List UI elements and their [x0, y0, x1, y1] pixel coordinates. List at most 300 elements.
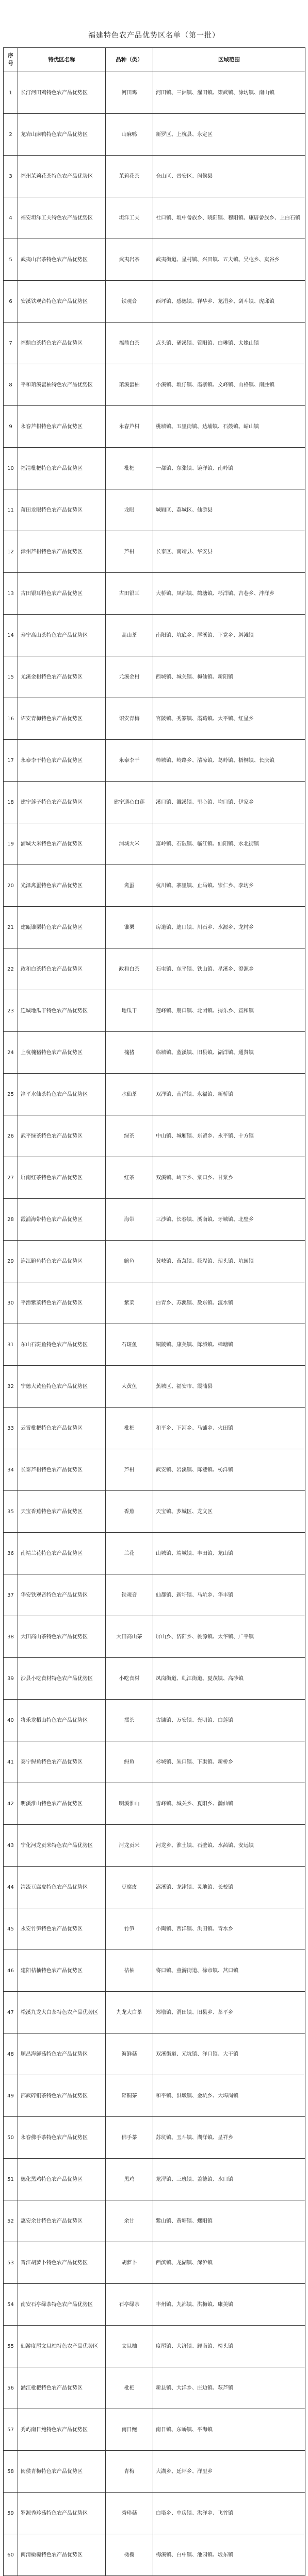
table-row [4, 990, 305, 1032]
table-row [4, 197, 305, 239]
row-zone-name: 东山石斑鱼特色农产品优势区 [18, 1324, 106, 1366]
row-variety: 大田高山茶 [106, 1616, 153, 1658]
row-area-range: 西城镇、城关镇、梅仙镇、新阳镇 [153, 656, 305, 698]
row-variety: 小吃食材 [106, 1658, 153, 1700]
row-number: 25 [4, 1074, 18, 1115]
row-zone-name: 政和白茶特色农产品优势区 [18, 948, 106, 990]
table-row [4, 1783, 305, 1825]
row-area-range: 梅溪镇、白中镇、池园镇、坂东镇 [153, 2534, 305, 2576]
table-row [4, 1449, 305, 1491]
row-zone-name: 古田银耳特色农产品优势区 [18, 573, 106, 615]
row-zone-name: 永泰李干特色农产品优势区 [18, 740, 106, 782]
row-area-range: 社口镇、坂中畲族乡、晓阳镇、穆阳镇、康厝畲族乡、上白石镇 [153, 197, 305, 239]
table-row [4, 1032, 305, 1074]
row-variety: 文旦柚 [106, 2326, 153, 2367]
table-row [4, 1658, 305, 1700]
table-row [4, 531, 305, 573]
row-zone-name: 上杭槐猪特色农产品优势区 [18, 1032, 106, 1074]
row-zone-name: 长汀河田鸡特色农产品优势区 [18, 72, 106, 114]
row-area-range: 新县镇、大洋乡、庄边镇、萩芦镇 [153, 2367, 305, 2409]
table-row [4, 573, 305, 615]
row-number: 39 [4, 1658, 18, 1700]
row-zone-name: 漳州芦柑特色农产品优势区 [18, 531, 106, 573]
row-zone-name: 松溪九龙大白茶特色农产品优势区 [18, 1992, 106, 2033]
table-row [4, 1157, 305, 1199]
row-number: 23 [4, 990, 18, 1032]
row-zone-name: 福安坦洋工夫特色农产品优势区 [18, 197, 106, 239]
table-row [4, 1241, 305, 1282]
row-number: 1 [4, 72, 18, 114]
row-zone-name: 永安竹笋特色农产品优势区 [18, 1908, 106, 1950]
row-variety: 铁观音 [106, 1574, 153, 1616]
row-number: 10 [4, 448, 18, 489]
row-number: 55 [4, 2326, 18, 2367]
row-zone-name: 天宝香蕉特色农产品优势区 [18, 1491, 106, 1533]
table-row [4, 2367, 305, 2409]
table-row [4, 2326, 305, 2367]
row-variety: 建宁通心白莲 [106, 782, 153, 823]
row-variety: 地瓜干 [106, 990, 153, 1032]
table-row [4, 823, 305, 865]
table-row [4, 489, 305, 531]
row-variety: 黑鸡 [106, 2159, 153, 2200]
row-variety: 诏安青梅 [106, 698, 153, 740]
row-number: 37 [4, 1574, 18, 1616]
row-variety: 永春芦柑 [106, 406, 153, 448]
row-number: 36 [4, 1533, 18, 1574]
table-row [4, 2242, 305, 2284]
table-header-row [4, 48, 305, 72]
row-number: 58 [4, 2451, 18, 2493]
row-variety: 明溪淮山 [106, 1783, 153, 1825]
row-zone-name: 平和琯溪蜜柚特色农产品优势区 [18, 364, 106, 406]
row-variety: 绿茶 [106, 1115, 153, 1157]
row-area-range: 度尾镇、大济镇、鲤南镇、榜头镇 [153, 2326, 305, 2367]
row-variety: 九龙大白茶 [106, 1992, 153, 2033]
row-zone-name: 南靖兰花特色农产品优势区 [18, 1533, 106, 1574]
row-zone-name: 晋江胡萝卜特色农产品优势区 [18, 2242, 106, 2284]
row-zone-name: 仙游度尾文旦柚特色农产品优势区 [18, 2326, 106, 2367]
row-number: 21 [4, 907, 18, 948]
row-zone-name: 光泽禽蛋特色农产品优势区 [18, 865, 106, 907]
row-area-range: 小陶镇、西洋镇、洪田镇、青水乡 [153, 1908, 305, 1950]
table-row [4, 72, 305, 114]
row-area-range: 桃城镇、五里街镇、达埔镇、石鼓镇、岵山镇 [153, 406, 305, 448]
row-variety: 石亭绿茶 [106, 2284, 153, 2326]
row-variety: 红茶 [106, 1157, 153, 1199]
header-no: 序号 [4, 48, 18, 72]
row-number: 57 [4, 2409, 18, 2451]
row-number: 60 [4, 2534, 18, 2576]
row-area-range: 黄岐镇、苔菉镇、筱埕镇、琯头镇、坑园镇 [153, 1241, 305, 1282]
row-zone-name: 建宁莲子特色农产品优势区 [18, 782, 106, 823]
row-zone-name: 惠安余甘特色农产品优势区 [18, 2200, 106, 2242]
row-zone-name: 福州茉莉花茶特色农产品优势区 [18, 156, 106, 197]
row-number: 50 [4, 2117, 18, 2159]
row-area-range: 紫山镇、黄塘镇、螺阳镇 [153, 2200, 305, 2242]
row-area-range: 大桥镇、凤都镇、鹤塘镇、杉洋镇、吉巷乡、泮洋乡 [153, 573, 305, 615]
row-number: 27 [4, 1157, 18, 1199]
row-number: 30 [4, 1282, 18, 1324]
row-area-range: 双洋镇、南洋镇、永福镇、新桥镇 [153, 1074, 305, 1115]
row-number: 43 [4, 1825, 18, 1867]
row-variety: 碎铜茶 [106, 2075, 153, 2117]
row-variety: 高山茶 [106, 615, 153, 656]
table-body [4, 72, 305, 2576]
table-row [4, 156, 305, 197]
table-row [4, 1408, 305, 1449]
row-number: 2 [4, 114, 18, 156]
row-area-range: 雪峰镇、城关乡、夏阳乡、瀚仙镇 [153, 1783, 305, 1825]
row-zone-name: 南安石亭绿茶特色农产品优势区 [18, 2284, 106, 2326]
row-number: 3 [4, 156, 18, 197]
row-zone-name: 沙县小吃食材特色农产品优势区 [18, 1658, 106, 1700]
table-row [4, 615, 305, 656]
table-row [4, 865, 305, 907]
row-area-range: 龙浔镇、三班镇、盖德镇、水口镇 [153, 2159, 305, 2200]
row-number: 31 [4, 1324, 18, 1366]
row-zone-name: 大田高山茶特色农产品优势区 [18, 1616, 106, 1658]
row-number: 33 [4, 1408, 18, 1449]
row-area-range: 小溪镇、坂仔镇、霞寨镇、文峰镇、山格镇、南胜镇 [153, 364, 305, 406]
row-variety: 铁观音 [106, 281, 153, 323]
row-area-range: 丰州镇、九都镇、洪梅镇、康美镇 [153, 2284, 305, 2326]
row-number: 19 [4, 823, 18, 865]
row-zone-name: 罗源秀珍菇特色农产品优势区 [18, 2493, 106, 2534]
row-area-range: 铜陵镇、康美镇、陈城镇、樟塘镇 [153, 1324, 305, 1366]
table-row [4, 2534, 305, 2576]
row-number: 54 [4, 2284, 18, 2326]
row-number: 26 [4, 1115, 18, 1157]
row-area-range: 新罗区、上杭县、永定区 [153, 114, 305, 156]
row-zone-name: 闽清橄榄特色农产品优势区 [18, 2534, 106, 2576]
row-number: 7 [4, 323, 18, 364]
row-number: 41 [4, 1741, 18, 1783]
table-row [4, 656, 305, 698]
row-zone-name: 尤溪金柑特色农产品优势区 [18, 656, 106, 698]
row-variety: 桔柚 [106, 1950, 153, 1992]
row-zone-name: 福鼎白茶特色农产品优势区 [18, 323, 106, 364]
row-number: 45 [4, 1908, 18, 1950]
row-variety: 余甘 [106, 2200, 153, 2242]
page-title: 福建特色农产品优势区名单（第一批） [88, 31, 220, 40]
row-zone-name: 漳平水仙茶特色农产品优势区 [18, 1074, 106, 1115]
row-number: 35 [4, 1491, 18, 1533]
row-number: 28 [4, 1199, 18, 1241]
table-row [4, 1074, 305, 1115]
table-row [4, 2200, 305, 2242]
row-variety: 胡萝卜 [106, 2242, 153, 2284]
row-area-range: 屏山乡、济阳乡、桃源镇、太华镇、广平镇 [153, 1616, 305, 1658]
row-variety: 擂茶 [106, 1700, 153, 1741]
table-row [4, 406, 305, 448]
row-number: 17 [4, 740, 18, 782]
row-area-range: 南阳镇、坑底乡、犀溪镇、下党乡、斜滩镇 [153, 615, 305, 656]
row-area-range: 西滨镇、龙湖镇、深沪镇 [153, 2242, 305, 2284]
row-zone-name: 连江鲍鱼特色农产品优势区 [18, 1241, 106, 1282]
row-area-range: 点头镇、磻溪镇、管阳镇、白琳镇、太姥山镇 [153, 323, 305, 364]
row-variety: 南日鲍 [106, 2409, 153, 2451]
row-number: 29 [4, 1241, 18, 1282]
row-variety: 佛手茶 [106, 2117, 153, 2159]
row-area-range: 和平乡、下河乡、马铺乡、火田镇 [153, 1408, 305, 1449]
row-variety: 枇杷 [106, 2367, 153, 2409]
table-row [4, 1908, 305, 1950]
row-area-range: 中山镇、城厢镇、东留乡、永平镇、十方镇 [153, 1115, 305, 1157]
table-row [4, 239, 305, 281]
row-area-range: 山城镇、靖城镇、丰田镇、龙山镇 [153, 1533, 305, 1574]
row-variety: 槐猪 [106, 1032, 153, 1074]
row-variety: 枇杷 [106, 1408, 153, 1449]
table-row [4, 1867, 305, 1908]
row-number: 6 [4, 281, 18, 323]
row-variety: 兰花 [106, 1533, 153, 1574]
row-zone-name: 明溪淮山特色农产品优势区 [18, 1783, 106, 1825]
row-zone-name: 安溪铁观音特色农产品优势区 [18, 281, 106, 323]
row-variety: 秀珍菇 [106, 2493, 153, 2534]
row-number: 56 [4, 2367, 18, 2409]
row-variety: 山麻鸭 [106, 114, 153, 156]
table-row [4, 114, 305, 156]
row-area-range: 临城镇、蓝溪镇、旧县镇、湖洋镇、通贤镇 [153, 1032, 305, 1074]
row-zone-name: 顺昌海鲜菇特色农产品优势区 [18, 2033, 106, 2075]
row-area-range: 三沙镇、长春镇、溪南镇、牙城镇、北壁乡 [153, 1199, 305, 1241]
row-zone-name: 建阳桔柚特色农产品优势区 [18, 1950, 106, 1992]
row-area-range: 双溪街道、元坑镇、洋口镇、大干镇 [153, 2033, 305, 2075]
row-zone-name: 连城地瓜干特色农产品优势区 [18, 990, 106, 1032]
table-row [4, 2409, 305, 2451]
table-row [4, 1574, 305, 1616]
row-area-range: 长泰区、南靖县、华安县 [153, 531, 305, 573]
row-number: 14 [4, 615, 18, 656]
row-number: 5 [4, 239, 18, 281]
row-zone-name: 云霄枇杷特色农产品优势区 [18, 1408, 106, 1449]
table-row [4, 1324, 305, 1366]
row-number: 12 [4, 531, 18, 573]
table-row [4, 1533, 305, 1574]
row-number: 15 [4, 656, 18, 698]
row-number: 47 [4, 1992, 18, 2033]
row-variety: 茉莉花茶 [106, 156, 153, 197]
row-area-range: 杭川镇、寨里镇、止马镇、崇仁乡、李坊乡 [153, 865, 305, 907]
row-variety: 青梅 [106, 2451, 153, 2493]
row-area-range: 将口镇、童游街道、徐市镇、莒口镇 [153, 1950, 305, 1992]
row-zone-name: 龙岩山麻鸭特色农产品优势区 [18, 114, 106, 156]
table-row [4, 1950, 305, 1992]
row-number: 51 [4, 2159, 18, 2200]
row-number: 11 [4, 489, 18, 531]
row-variety: 海鲜菇 [106, 2033, 153, 2075]
row-area-range: 和平镇、洪墩镇、金坑乡、大埠岗镇 [153, 2075, 305, 2117]
row-area-range: 樟城镇、岭路乡、清凉镇、葛岭镇、梧桐镇、长庆镇 [153, 740, 305, 782]
table-row [4, 698, 305, 740]
row-zone-name: 平潭紫菜特色农产品优势区 [18, 1282, 106, 1324]
row-variety: 河龙贡米 [106, 1825, 153, 1867]
row-zone-name: 武夷山岩茶特色农产品优势区 [18, 239, 106, 281]
table-row [4, 2033, 305, 2075]
row-zone-name: 将乐龙栖山特色农产品优势区 [18, 1700, 106, 1741]
row-variety: 古田银耳 [106, 573, 153, 615]
row-zone-name: 武平绿茶特色农产品优势区 [18, 1115, 106, 1157]
row-number: 16 [4, 698, 18, 740]
header-variety: 品种（类） [106, 48, 153, 72]
row-zone-name: 诏安青梅特色农产品优势区 [18, 698, 106, 740]
row-area-range: 一都镇、东张镇、镜洋镇、南岭镇 [153, 448, 305, 489]
row-number: 20 [4, 865, 18, 907]
row-zone-name: 永春芦柑特色农产品优势区 [18, 406, 106, 448]
row-variety: 龙眼 [106, 489, 153, 531]
row-variety: 浦城大米 [106, 823, 153, 865]
row-area-range: 河田镇、三洲镇、濯田镇、策武镇、涂坊镇、南山镇 [153, 72, 305, 114]
table-row [4, 1700, 305, 1741]
row-zone-name: 清流豆腐皮特色农产品优势区 [18, 1867, 106, 1908]
row-variety: 海带 [106, 1199, 153, 1241]
row-number: 34 [4, 1449, 18, 1491]
table-row [4, 1616, 305, 1658]
row-area-range: 嵩溪镇、龙津镇、灵地镇、长校镇 [153, 1867, 305, 1908]
table-row [4, 1491, 305, 1533]
row-zone-name: 建瓯锥栗特色农产品优势区 [18, 907, 106, 948]
row-zone-name: 屏南红茶特色农产品优势区 [18, 1157, 106, 1199]
table-row [4, 2075, 305, 2117]
row-zone-name: 永春佛手茶特色农产品优势区 [18, 2117, 106, 2159]
zone-table [3, 47, 305, 2576]
row-variety: 坦洋工夫 [106, 197, 153, 239]
row-variety: 石斑鱼 [106, 1324, 153, 1366]
row-number: 18 [4, 782, 18, 823]
row-area-range: 房道镇、迪口镇、川石乡、水源乡、龙村乡 [153, 907, 305, 948]
row-area-range: 蕉城区、福安市、霞浦县 [153, 1366, 305, 1408]
row-area-range: 郑墩镇、渭田镇、旧县乡、茶平乡 [153, 1992, 305, 2033]
row-number: 46 [4, 1950, 18, 1992]
table-row [4, 1366, 305, 1408]
row-variety: 豆腐皮 [106, 1867, 153, 1908]
row-zone-name: 德化黑鸡特色农产品优势区 [18, 2159, 106, 2200]
header-area: 区域范围 [153, 48, 305, 72]
row-number: 52 [4, 2200, 18, 2242]
row-variety: 鲟鱼 [106, 1741, 153, 1783]
row-zone-name: 霞浦海带特色农产品优势区 [18, 1199, 106, 1241]
row-zone-name: 寿宁高山茶特色农产品优势区 [18, 615, 106, 656]
row-zone-name: 长泰芦柑特色农产品优势区 [18, 1449, 106, 1491]
row-zone-name: 福清枇杷特色农产品优势区 [18, 448, 106, 489]
row-variety: 芦柑 [106, 531, 153, 573]
row-number: 40 [4, 1700, 18, 1741]
table-row [4, 281, 305, 323]
table-row [4, 2284, 305, 2326]
row-variety: 鲍鱼 [106, 1241, 153, 1282]
table-row [4, 2117, 305, 2159]
row-number: 59 [4, 2493, 18, 2534]
row-area-range: 大湖乡、廷坪乡、洋里乡 [153, 2451, 305, 2493]
row-zone-name: 闽侯青梅特色农产品优势区 [18, 2451, 106, 2493]
table-row [4, 448, 305, 489]
row-number: 38 [4, 1616, 18, 1658]
row-number: 32 [4, 1366, 18, 1408]
table-row [4, 1115, 305, 1157]
row-variety: 永泰李干 [106, 740, 153, 782]
row-area-range: 仙都镇、新圩镇、马坑乡、华丰镇 [153, 1574, 305, 1616]
table-row [4, 907, 305, 948]
row-number: 22 [4, 948, 18, 990]
row-variety: 锥栗 [106, 907, 153, 948]
row-number: 13 [4, 573, 18, 615]
row-zone-name: 浦城大米特色农产品优势区 [18, 823, 106, 865]
row-area-range: 武安镇、岩溪镇、陈巷镇、枋洋镇 [153, 1449, 305, 1491]
row-variety: 禽蛋 [106, 865, 153, 907]
row-area-range: 白塔乡、中房镇、洪洋乡、飞竹镇 [153, 2493, 305, 2534]
row-variety: 竹笋 [106, 1908, 153, 1950]
row-variety: 福鼎白茶 [106, 323, 153, 364]
table-row [4, 2493, 305, 2534]
row-variety: 尤溪金柑 [106, 656, 153, 698]
row-variety: 政和白茶 [106, 948, 153, 990]
row-area-range: 古镛镇、万安镇、光明镇、白莲镇 [153, 1700, 305, 1741]
row-number: 49 [4, 2075, 18, 2117]
table-row [4, 323, 305, 364]
row-zone-name: 华安铁观音特色农产品优势区 [18, 1574, 106, 1616]
table-row [4, 740, 305, 782]
table-row [4, 364, 305, 406]
row-area-range: 西坪镇、感德镇、祥华乡、龙涓乡、剑斗镇、虎邱镇 [153, 281, 305, 323]
row-variety: 紫菜 [106, 1282, 153, 1324]
row-area-range: 杉城镇、朱口镇、下渠镇、新桥乡 [153, 1741, 305, 1783]
row-variety: 枇杷 [106, 448, 153, 489]
header-name: 特优区名称 [18, 48, 106, 72]
row-area-range: 官陂镇、秀篆镇、霞葛镇、太平镇、红星乡 [153, 698, 305, 740]
row-zone-name: 宁化河龙贡米特色农产品优势区 [18, 1825, 106, 1867]
row-variety: 河田鸡 [106, 72, 153, 114]
row-area-range: 苏坑镇、玉斗镇、湖洋镇、呈祥乡 [153, 2117, 305, 2159]
row-number: 9 [4, 406, 18, 448]
row-area-range: 双溪镇、岭下乡、棠口乡、甘棠乡 [153, 1157, 305, 1199]
row-area-range: 凤岗街道、虬江街道、夏茂镇、高砂镇 [153, 1658, 305, 1700]
row-variety: 琯溪蜜柚 [106, 364, 153, 406]
row-number: 24 [4, 1032, 18, 1074]
row-zone-name: 莆田龙眼特色农产品优势区 [18, 489, 106, 531]
row-area-range: 白青乡、苏澳镇、敖东镇、流水镇 [153, 1282, 305, 1324]
row-number: 53 [4, 2242, 18, 2284]
row-area-range: 溪口镇、濉溪镇、里心镇、均口镇、伊家乡 [153, 782, 305, 823]
row-zone-name: 涵江枇杷特色农产品优势区 [18, 2367, 106, 2409]
table-row [4, 1199, 305, 1241]
row-variety: 大黄鱼 [106, 1366, 153, 1408]
row-area-range: 富岭镇、石陂镇、临江镇、仙阳镇、水北街镇 [153, 823, 305, 865]
row-area-range: 莲峰镇、朋口镇、北团镇、揭乐乡、宣和镇 [153, 990, 305, 1032]
row-number: 42 [4, 1783, 18, 1825]
table-row [4, 1282, 305, 1324]
table-row [4, 1741, 305, 1783]
table-row [4, 948, 305, 990]
row-area-range: 仓山区、晋安区、闽侯县 [153, 156, 305, 197]
table-row [4, 2451, 305, 2493]
row-number: 48 [4, 2033, 18, 2075]
row-zone-name: 邵武碎铜茶特色农产品优势区 [18, 2075, 106, 2117]
row-variety: 橄榄 [106, 2534, 153, 2576]
row-zone-name: 宁德大黄鱼特色农产品优势区 [18, 1366, 106, 1408]
row-zone-name: 秀屿南日鲍特色农产品优势区 [18, 2409, 106, 2451]
row-area-range: 石屯镇、东平镇、铁山镇、星溪乡、澄源乡 [153, 948, 305, 990]
row-zone-name: 泰宁鲟鱼特色农产品优势区 [18, 1741, 106, 1783]
row-number: 8 [4, 364, 18, 406]
table-row [4, 1992, 305, 2033]
row-variety: 水仙茶 [106, 1074, 153, 1115]
row-area-range: 天宝镇、芗城区、龙文区 [153, 1491, 305, 1533]
row-area-range: 河龙乡、淮土镇、石壁镇、水茜镇、安远镇 [153, 1825, 305, 1867]
table-row [4, 1825, 305, 1867]
row-variety: 武夷岩茶 [106, 239, 153, 281]
row-number: 4 [4, 197, 18, 239]
